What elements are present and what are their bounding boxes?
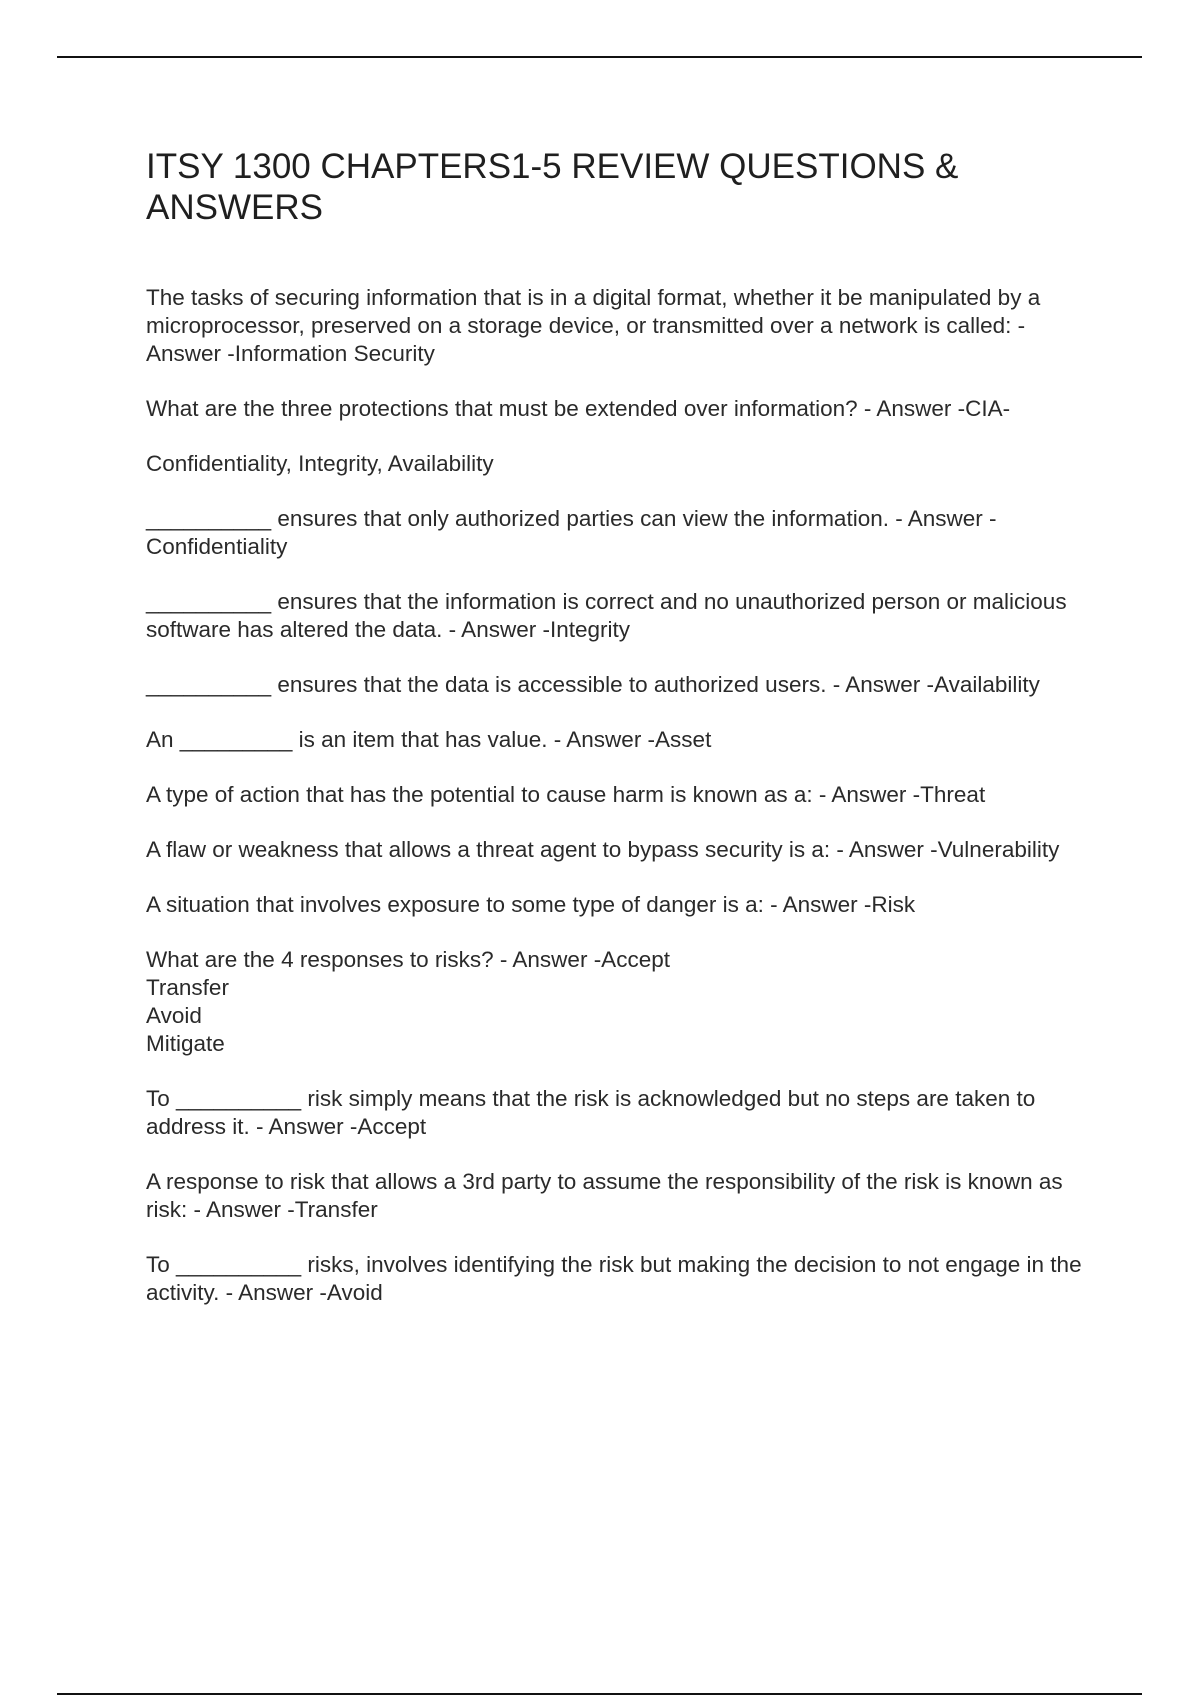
qa-item-14: To __________ risks, involves identifying the risk but making the decision to not engage in the activity. - Answer -Avoid	[146, 1252, 1082, 1305]
qa-item-10: A situation that involves exposure to some type of danger is a: - Answer -Risk	[146, 892, 916, 917]
qa-item-2: What are the three protections that must be extended over information? - Answer -CIA-	[146, 396, 1011, 421]
qa-item-11: What are the 4 responses to risks? - Answer -Accept Transfer Avoid Mitigate	[146, 947, 670, 1056]
bottom-rule	[57, 1693, 1142, 1695]
qa-item-9: A flaw or weakness that allows a threat agent to bypass security is a: - Answer -Vulnerability	[146, 837, 1060, 862]
qa-item-4: __________ ensures that only authorized parties can view the information. - Answer -Confidentiality	[146, 506, 997, 559]
page-title: ITSY 1300 CHAPTERS1-5 REVIEW QUESTIONS & ANSWERS	[146, 147, 959, 227]
qa-item-1: The tasks of securing information that is in a digital format, whether it be manipulated by a microprocessor, preserved on a storage device, or transmitted over a network is called: - Answer -Information Security	[146, 285, 1041, 366]
qa-list	[146, 284, 1096, 1334]
qa-item-12: To __________ risk simply means that the risk is acknowledged but no steps are taken to address it. - Answer -Accept	[146, 1086, 1036, 1139]
qa-item-13: A response to risk that allows a 3rd party to assume the responsibility of the risk is known as risk: - Answer -Transfer	[146, 1169, 1063, 1222]
qa-item-5: __________ ensures that the information is correct and no unauthorized person or malicious software has altered the data. - Answer -Integrity	[146, 589, 1067, 642]
qa-item-6: __________ ensures that the data is accessible to authorized users. - Answer -Availability	[146, 672, 1040, 697]
qa-item-7: An _________ is an item that has value. - Answer -Asset	[146, 727, 712, 752]
qa-item-8: A type of action that has the potential to cause harm is known as a: - Answer -Threat	[146, 782, 986, 807]
qa-item-3: Confidentiality, Integrity, Availability	[146, 451, 494, 476]
top-rule	[57, 56, 1142, 58]
